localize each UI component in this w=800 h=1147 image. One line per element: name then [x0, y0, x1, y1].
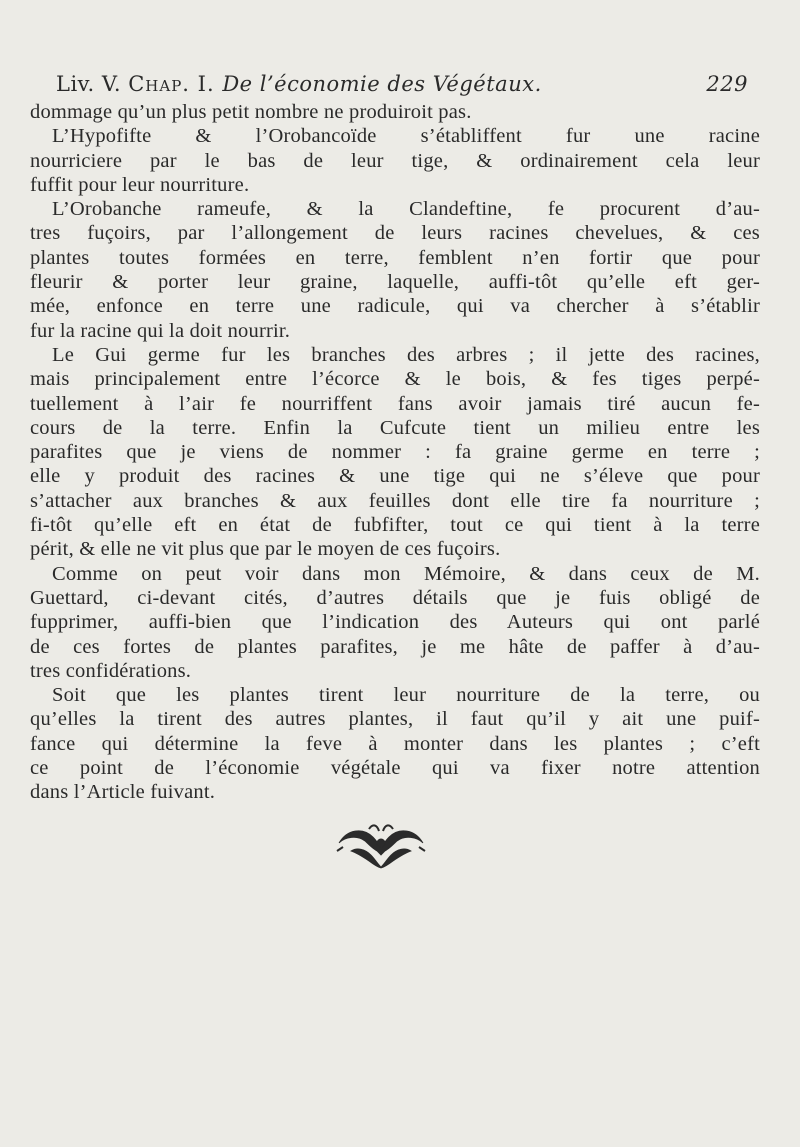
book-number: Liv. V. [56, 72, 129, 96]
text-line: fance qui détermine la feve à monter dans les plantes ; c’eft [30, 732, 760, 755]
text-line: mée, enfonce en terre une radicule, qui va chercher à s’établir [30, 295, 760, 318]
text-line: fi-tôt qu’elle eft en état de fubfifter, tout ce qui tient à la terre [30, 514, 760, 537]
text-line: fur la racine qui la doit nourrir. [30, 319, 291, 342]
text-line: Guettard, ci-devant cités, d’autres détails que je fuis obligé de [30, 586, 760, 609]
text-line: tuellement à l’air fe nourriffent fans avoir jamais tiré aucun fe- [30, 392, 760, 415]
text-line: tres fuçoirs, par l’allongement de leurs racines chevelues, & ces [30, 222, 760, 245]
page-number: 229 [706, 72, 748, 96]
text-line: plantes toutes formées en terre, femblent n’en fortir que pour [30, 246, 760, 269]
text-line: mais principalement entre l’écorce & le bois, & fes tiges perpé- [30, 368, 760, 391]
chapter-number: Chap. I. [128, 72, 223, 96]
text-line: cours de la terre. Enfin la Cufcute tient un milieu entre les [30, 416, 760, 439]
text-line: dommage qu’un plus petit nombre ne produiroit pas. [30, 101, 472, 123]
text-line: ce point de l’économie végétale qui va fixer notre attention [30, 757, 760, 780]
body-text [30, 100, 760, 805]
text-line: tres confidérations. [30, 659, 192, 682]
text-line: s’attacher aux branches & aux feuilles dont elle tire fa nourriture ; [30, 489, 760, 512]
text-line: de ces fortes de plantes parafites, je me hâte de paffer à d’au- [30, 635, 760, 658]
text-line: fupprimer, auffi-bien que l’indication des Auteurs qui ont parlé [30, 611, 760, 634]
text-line: fleurir & porter leur graine, laquelle, auffi-tôt qu’elle eft ger- [30, 271, 760, 294]
text-line: parafites que je viens de nommer : fa graine germe en terre ; [30, 441, 760, 464]
text-line: dans l’Article fuivant. [30, 781, 216, 804]
text-line: L’Hypofifte & l’Orobancoïde s’établiffent fur une racine [52, 125, 760, 148]
text-line: périt, & elle ne vit plus que par le moyen de ces fuçoirs. [30, 538, 501, 561]
chapter-title: De l’économie des Végétaux. [222, 72, 542, 96]
text-line: L’Orobanche rameufe, & la Clandeftine, fe procurent d’au- [52, 198, 760, 221]
text-line: Soit que les plantes tirent leur nourriture de la terre, ou [52, 684, 760, 707]
text-line: qu’elles la tirent des autres plantes, il faut qu’il y ait une puif- [30, 708, 760, 731]
decorative-ornament [333, 821, 429, 869]
text-line: fuffit pour leur nourriture. [30, 173, 250, 196]
text-line: Comme on peut voir dans mon Mémoire, & dans ceux de M. [52, 562, 760, 585]
text-line: nourriciere par le bas de leur tige, & ordinairement cela leur [30, 149, 760, 172]
text-line: Le Gui germe fur les branches des arbres ; il jette des racines, [52, 343, 760, 366]
text-line: elle y produit des racines & une tige qui ne s’éleve que pour [30, 465, 760, 488]
